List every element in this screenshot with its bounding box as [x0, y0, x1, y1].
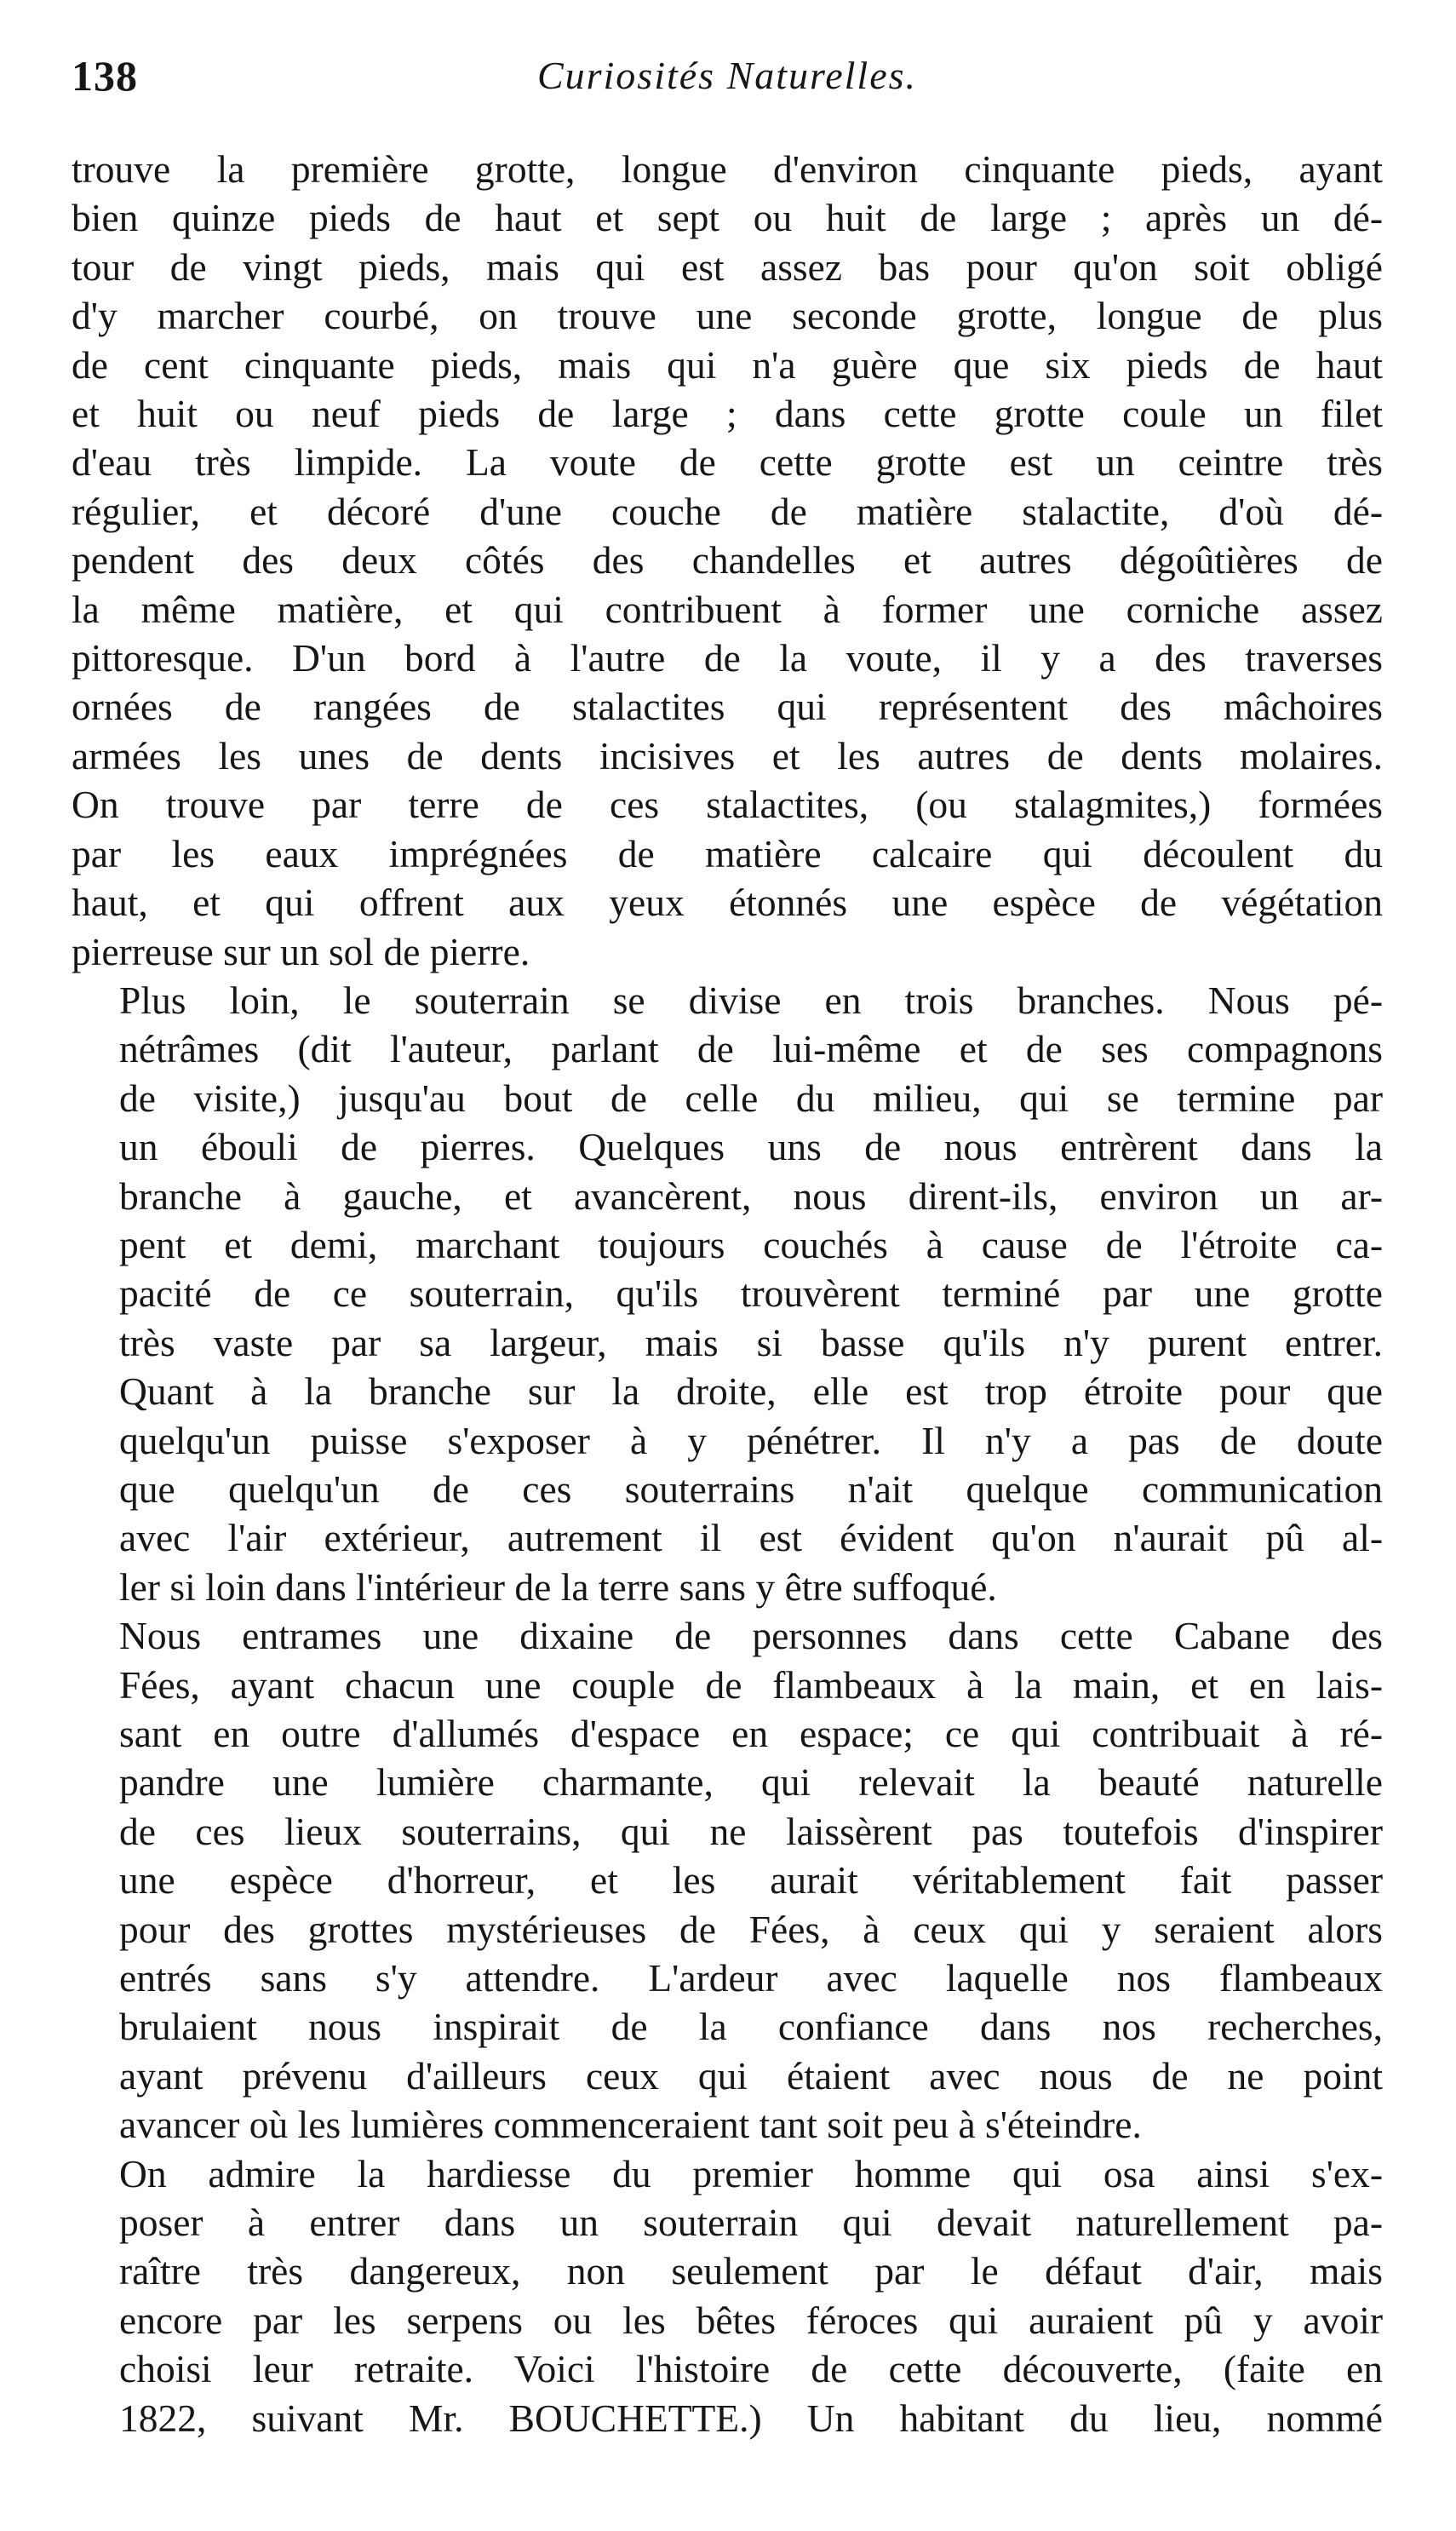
- text-line: Fées, ayant chacun une couple de flambeaux à la main, et en lais-: [119, 1662, 1383, 1707]
- text-line: entrés sans s'y attendre. L'ardeur avec laquelle nos flambeaux: [119, 1956, 1383, 2000]
- text-line: branche à gauche, et avancèrent, nous dirent-ils, environ un ar-: [119, 1174, 1383, 1218]
- text-line: Plus loin, le souterrain se divise en trois branches. Nous pé-: [119, 978, 1383, 1022]
- text-line: bien quinze pieds de haut et sept ou huit de large ; après un dé-: [72, 196, 1383, 240]
- text-line: trouve la première grotte, longue d'environ cinquante pieds, ayant: [72, 147, 1383, 191]
- text-line: ornées de rangées de stalactites qui représentent des mâchoires: [72, 685, 1383, 729]
- text-line: poser à entrer dans un souterrain qui devait naturellement pa-: [119, 2201, 1383, 2245]
- text-line: d'eau très limpide. La voute de cette grotte est un ceintre très: [72, 440, 1383, 485]
- text-line: 1822, suivant Mr. BOUCHETTE.) Un habitant du lieu, nommé: [119, 2396, 1383, 2440]
- text-line: une espèce d'horreur, et les aurait véritablement fait passer: [119, 1858, 1383, 1903]
- text-line: tour de vingt pieds, mais qui est assez bas pour qu'on soit obligé: [72, 244, 1383, 289]
- text-line: On trouve par terre de ces stalactites, (ou stalagmites,) formées: [72, 783, 1383, 827]
- text-line: avec l'air extérieur, autrement il est évident qu'on n'aurait pû al-: [119, 1516, 1383, 1560]
- text-line: pent et demi, marchant toujours couchés à cause de l'étroite ca-: [119, 1222, 1383, 1266]
- text-line: d'y marcher courbé, on trouve une seconde grotte, longue de plus: [72, 294, 1383, 338]
- text-line: On admire la hardiesse du premier homme qui osa ainsi s'ex-: [119, 2151, 1383, 2195]
- text-line: pandre une lumière charmante, qui relevait la beauté naturelle: [119, 1760, 1383, 1805]
- paragraph-1: [72, 145, 1383, 976]
- page-number: 138: [72, 52, 138, 100]
- text-line: pittoresque. D'un bord à l'autre de la voute, il y a des traverses: [72, 636, 1383, 680]
- text-line: de ces lieux souterrains, qui ne laissèrent pas toutefois d'inspirer: [119, 1809, 1383, 1853]
- paragraph-4: [72, 2149, 1383, 2442]
- running-title: Curiosités Naturelles.: [536, 54, 918, 97]
- text-line: la même matière, et qui contribuent à former une corniche assez: [72, 587, 1383, 631]
- text-line: haut, et qui offrent aux yeux étonnés une espèce de végétation: [72, 881, 1383, 925]
- text-line: Quant à la branche sur la droite, elle est trop étroite pour que: [119, 1369, 1383, 1414]
- text-line: de cent cinquante pieds, mais qui n'a guère que six pieds de haut: [72, 342, 1383, 387]
- running-head: [72, 51, 1383, 111]
- text-line: ayant prévenu d'ailleurs ceux qui étaient avec nous de ne point: [119, 2053, 1383, 2098]
- text-line: avancer où les lumières commenceraient tant soit peu à s'éteindre.: [119, 2103, 1142, 2147]
- paragraph-2: [72, 976, 1383, 1611]
- book-page: [72, 51, 1383, 2442]
- text-line: un ébouli de pierres. Quelques uns de nous entrèrent dans la: [119, 1125, 1383, 1169]
- text-line: Nous entrames une dixaine de personnes dans cette Cabane des: [119, 1614, 1383, 1658]
- text-line: armées les unes de dents incisives et les autres de dents molaires.: [72, 733, 1383, 778]
- text-line: que quelqu'un de ces souterrains n'ait quelque communication: [119, 1466, 1383, 1511]
- text-line: sant en outre d'allumés d'espace en espace; ce qui contribuait à ré-: [119, 1712, 1383, 1755]
- text-line: choisi leur retraite. Voici l'histoire de cette découverte, (faite en: [119, 2347, 1383, 2391]
- text-line: nétrâmes (dit l'auteur, parlant de lui-même et de ses compagnons: [119, 1027, 1383, 1071]
- text-line: pierreuse sur un sol de pierre.: [72, 929, 530, 973]
- text-line: ler si loin dans l'intérieur de la terre sans y être suffoqué.: [119, 1564, 997, 1609]
- text-line: raître très dangereux, non seulement par le défaut d'air, mais: [119, 2249, 1383, 2293]
- text-line: par les eaux imprégnées de matière calcaire qui découlent du: [72, 831, 1383, 875]
- body-text: [72, 145, 1383, 2442]
- text-line: de visite,) jusqu'au bout de celle du milieu, qui se termine par: [119, 1076, 1383, 1120]
- paragraph-3: [72, 1611, 1383, 2149]
- text-line: pendent des deux côtés des chandelles et autres dégoûtières de: [72, 538, 1383, 583]
- text-line: pacité de ce souterrain, qu'ils trouvèrent terminé par une grotte: [119, 1271, 1383, 1316]
- text-line: quelqu'un puisse s'exposer à y pénétrer. Il n'y a pas de doute: [119, 1418, 1383, 1462]
- text-line: brulaient nous inspirait de la confiance dans nos recherches,: [119, 2005, 1383, 2049]
- text-line: régulier, et décoré d'une couche de matière stalactite, d'où dé-: [72, 489, 1383, 533]
- text-line: pour des grottes mystérieuses de Fées, à ceux qui y seraient alors: [119, 1907, 1383, 1951]
- text-line: très vaste par sa largeur, mais si basse qu'ils n'y purent entrer.: [119, 1320, 1383, 1364]
- text-line: et huit ou neuf pieds de large ; dans cette grotte coule un filet: [72, 392, 1383, 436]
- text-line: encore par les serpens ou les bêtes féroces qui auraient pû y avoir: [119, 2298, 1383, 2342]
